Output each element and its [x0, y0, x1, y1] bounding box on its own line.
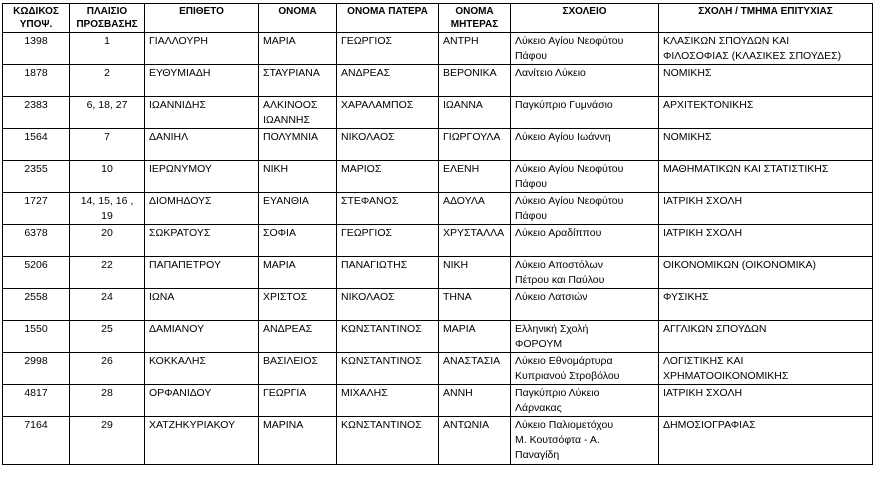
cell-school: Λύκειο Αγίου Νεοφύτου Πάφου: [511, 33, 659, 65]
cell-surname: ΔΙΟΜΗΔΟΥΣ: [145, 193, 259, 225]
cell-faculty: ΜΑΘΗΜΑΤΙΚΩΝ ΚΑΙ ΣΤΑΤΙΣΤΙΚΗΣ: [659, 161, 873, 193]
cell-surname: ΓΙΑΛΛΟΥΡΗ: [145, 33, 259, 65]
cell-faculty: ΟΙΚΟΝΟΜΙΚΩΝ (ΟΙΚΟΝΟΜΙΚΑ): [659, 257, 873, 289]
header-access-frame: ΠΛΑΙΣΙΟ ΠΡΟΣΒΑΣΗΣ: [70, 4, 145, 33]
cell-candidate-code: 1727: [3, 193, 70, 225]
cell-surname: ΚΟΚΚΑΛΗΣ: [145, 353, 259, 385]
cell-surname: ΠΑΠΑΠΕΤΡΟΥ: [145, 257, 259, 289]
cell-candidate-code: 2355: [3, 161, 70, 193]
cell-first-name: ΣΟΦΙΑ: [259, 225, 337, 257]
cell-faculty: ΑΡΧΙΤΕΚΤΟΝΙΚΗΣ: [659, 97, 873, 129]
table-row: [3, 161, 873, 193]
table-row: [3, 65, 873, 97]
cell-school: Λύκειο Αγίου Νεοφύτου Πάφου: [511, 161, 659, 193]
cell-faculty: ΚΛΑΣΙΚΩΝ ΣΠΟΥΔΩΝ ΚΑΙ ΦΙΛΟΣΟΦΙΑΣ (ΚΛΑΣΙΚΕΣ ΣΠΟΥΔΕΣ): [659, 33, 873, 65]
cell-faculty: ΛΟΓΙΣΤΙΚΗΣ ΚΑΙ ΧΡΗΜΑΤΟΟΙΚΟΝΟΜΙΚΗΣ: [659, 353, 873, 385]
cell-candidate-code: 4817: [3, 385, 70, 417]
header-first-name: ΟΝΟΜΑ: [259, 4, 337, 33]
cell-faculty: ΦΥΣΙΚΗΣ: [659, 289, 873, 321]
cell-access-frame: 1: [70, 33, 145, 65]
cell-access-frame: 10: [70, 161, 145, 193]
header-faculty: ΣΧΟΛΗ / ΤΜΗΜΑ ΕΠΙΤΥΧΙΑΣ: [659, 4, 873, 33]
header-candidate-code: ΚΩΔΙΚΟΣ ΥΠΟΨ.: [3, 4, 70, 33]
cell-father-name: ΓΕΩΡΓΙΟΣ: [337, 225, 439, 257]
cell-surname: ΙΩΑΝΝΙΔΗΣ: [145, 97, 259, 129]
cell-mother-name: ΑΝΤΩΝΙΑ: [439, 417, 511, 465]
cell-access-frame: 6, 18, 27: [70, 97, 145, 129]
cell-father-name: ΜΙΧΑΛΗΣ: [337, 385, 439, 417]
cell-faculty: ΝΟΜΙΚΗΣ: [659, 129, 873, 161]
header-father-name: ΟΝΟΜΑ ΠΑΤΕΡΑ: [337, 4, 439, 33]
cell-mother-name: ΧΡΥΣΤΑΛΛΑ: [439, 225, 511, 257]
cell-faculty: ΙΑΤΡΙΚΗ ΣΧΟΛΗ: [659, 385, 873, 417]
cell-candidate-code: 1878: [3, 65, 70, 97]
cell-surname: ΟΡΦΑΝΙΔΟΥ: [145, 385, 259, 417]
cell-first-name: ΠΟΛΥΜΝΙΑ: [259, 129, 337, 161]
cell-mother-name: ΕΛΕΝΗ: [439, 161, 511, 193]
header-school: ΣΧΟΛΕΙΟ: [511, 4, 659, 33]
cell-first-name: ΕΥΑΝΘΙΑ: [259, 193, 337, 225]
cell-access-frame: 7: [70, 129, 145, 161]
cell-school: Λύκειο Αραδίππου: [511, 225, 659, 257]
cell-first-name: ΜΑΡΙΝΑ: [259, 417, 337, 465]
cell-surname: ΧΑΤΖΗΚΥΡΙΑΚΟΥ: [145, 417, 259, 465]
cell-father-name: ΑΝΔΡΕΑΣ: [337, 65, 439, 97]
cell-candidate-code: 2558: [3, 289, 70, 321]
cell-access-frame: 14, 15, 16 , 19: [70, 193, 145, 225]
cell-father-name: ΚΩΝΣΤΑΝΤΙΝΟΣ: [337, 321, 439, 353]
cell-school: Λανίτειο Λύκειο: [511, 65, 659, 97]
table-row: [3, 417, 873, 465]
cell-father-name: ΣΤΕΦΑΝΟΣ: [337, 193, 439, 225]
cell-mother-name: ΝΙΚΗ: [439, 257, 511, 289]
cell-school: Λύκειο Αγίου Ιωάννη: [511, 129, 659, 161]
table-row: [3, 353, 873, 385]
results-table: [2, 3, 873, 465]
cell-first-name: ΣΤΑΥΡΙΑΝΑ: [259, 65, 337, 97]
cell-father-name: ΝΙΚΟΛΑΟΣ: [337, 129, 439, 161]
cell-faculty: ΑΓΓΛΙΚΩΝ ΣΠΟΥΔΩΝ: [659, 321, 873, 353]
cell-surname: ΣΩΚΡΑΤΟΥΣ: [145, 225, 259, 257]
cell-school: Λύκειο Λατσιών: [511, 289, 659, 321]
cell-access-frame: 22: [70, 257, 145, 289]
cell-school: Λύκειο Εθνομάρτυρα Κυπριανού Στροβόλου: [511, 353, 659, 385]
header-surname: ΕΠΙΘΕΤΟ: [145, 4, 259, 33]
cell-faculty: ΙΑΤΡΙΚΗ ΣΧΟΛΗ: [659, 193, 873, 225]
cell-father-name: ΝΙΚΟΛΑΟΣ: [337, 289, 439, 321]
cell-surname: ΙΕΡΩΝΥΜΟΥ: [145, 161, 259, 193]
cell-mother-name: ΓΙΩΡΓΟΥΛΑ: [439, 129, 511, 161]
cell-candidate-code: 2998: [3, 353, 70, 385]
cell-school: Ελληνική Σχολή ΦΟΡΟΥΜ: [511, 321, 659, 353]
cell-father-name: ΧΑΡΑΛΑΜΠΟΣ: [337, 97, 439, 129]
cell-mother-name: ΑΝΝΗ: [439, 385, 511, 417]
cell-candidate-code: 1398: [3, 33, 70, 65]
cell-school: Λύκειο Παλιομετόχου Μ. Κουτσόφτα - Α. Παναγίδη: [511, 417, 659, 465]
cell-school: Λύκειο Αποστόλων Πέτρου και Παύλου: [511, 257, 659, 289]
cell-first-name: ΧΡΙΣΤΟΣ: [259, 289, 337, 321]
cell-surname: ΕΥΘΥΜΙΑΔΗ: [145, 65, 259, 97]
cell-access-frame: 24: [70, 289, 145, 321]
cell-candidate-code: 1550: [3, 321, 70, 353]
cell-surname: ΔΑΜΙΑΝΟΥ: [145, 321, 259, 353]
cell-mother-name: ΙΩΑΝΝΑ: [439, 97, 511, 129]
cell-access-frame: 20: [70, 225, 145, 257]
cell-father-name: ΜΑΡΙΟΣ: [337, 161, 439, 193]
table-row: [3, 97, 873, 129]
cell-mother-name: ΒΕΡΟΝΙΚΑ: [439, 65, 511, 97]
cell-surname: ΙΩΝΑ: [145, 289, 259, 321]
table-row: [3, 321, 873, 353]
cell-father-name: ΚΩΝΣΤΑΝΤΙΝΟΣ: [337, 353, 439, 385]
table-row: [3, 385, 873, 417]
cell-candidate-code: 2383: [3, 97, 70, 129]
table-row: [3, 33, 873, 65]
table-row: [3, 193, 873, 225]
cell-candidate-code: 1564: [3, 129, 70, 161]
cell-mother-name: ΤΗΝΑ: [439, 289, 511, 321]
cell-school: Παγκύπριο Λύκειο Λάρνακας: [511, 385, 659, 417]
cell-mother-name: ΑΝΑΣΤΑΣΙΑ: [439, 353, 511, 385]
cell-first-name: ΒΑΣΙΛΕΙΟΣ: [259, 353, 337, 385]
cell-faculty: ΔΗΜΟΣΙΟΓΡΑΦΙΑΣ: [659, 417, 873, 465]
cell-father-name: ΓΕΩΡΓΙΟΣ: [337, 33, 439, 65]
cell-father-name: ΚΩΝΣΤΑΝΤΙΝΟΣ: [337, 417, 439, 465]
cell-candidate-code: 6378: [3, 225, 70, 257]
cell-first-name: ΑΛΚΙΝΟΟΣ ΙΩΑΝΝΗΣ: [259, 97, 337, 129]
cell-first-name: ΝΙΚΗ: [259, 161, 337, 193]
cell-surname: ΔΑΝΙΗΛ: [145, 129, 259, 161]
cell-father-name: ΠΑΝΑΓΙΩΤΗΣ: [337, 257, 439, 289]
cell-first-name: ΜΑΡΙΑ: [259, 33, 337, 65]
cell-school: Παγκύπριο Γυμνάσιο: [511, 97, 659, 129]
cell-access-frame: 29: [70, 417, 145, 465]
cell-first-name: ΑΝΔΡΕΑΣ: [259, 321, 337, 353]
cell-mother-name: ΑΔΟΥΛΑ: [439, 193, 511, 225]
cell-candidate-code: 5206: [3, 257, 70, 289]
table-row: [3, 257, 873, 289]
header-mother-name: ΟΝΟΜΑ ΜΗΤΕΡΑΣ: [439, 4, 511, 33]
cell-first-name: ΜΑΡΙΑ: [259, 257, 337, 289]
cell-access-frame: 28: [70, 385, 145, 417]
cell-access-frame: 25: [70, 321, 145, 353]
cell-access-frame: 2: [70, 65, 145, 97]
cell-mother-name: ΜΑΡΙΑ: [439, 321, 511, 353]
cell-candidate-code: 7164: [3, 417, 70, 465]
cell-faculty: ΙΑΤΡΙΚΗ ΣΧΟΛΗ: [659, 225, 873, 257]
cell-mother-name: ΑΝΤΡΗ: [439, 33, 511, 65]
table-row: [3, 289, 873, 321]
cell-faculty: ΝΟΜΙΚΗΣ: [659, 65, 873, 97]
table-row: [3, 225, 873, 257]
cell-first-name: ΓΕΩΡΓΙΑ: [259, 385, 337, 417]
header-row: [3, 4, 873, 33]
table-row: [3, 129, 873, 161]
cell-school: Λύκειο Αγίου Νεοφύτου Πάφου: [511, 193, 659, 225]
cell-access-frame: 26: [70, 353, 145, 385]
